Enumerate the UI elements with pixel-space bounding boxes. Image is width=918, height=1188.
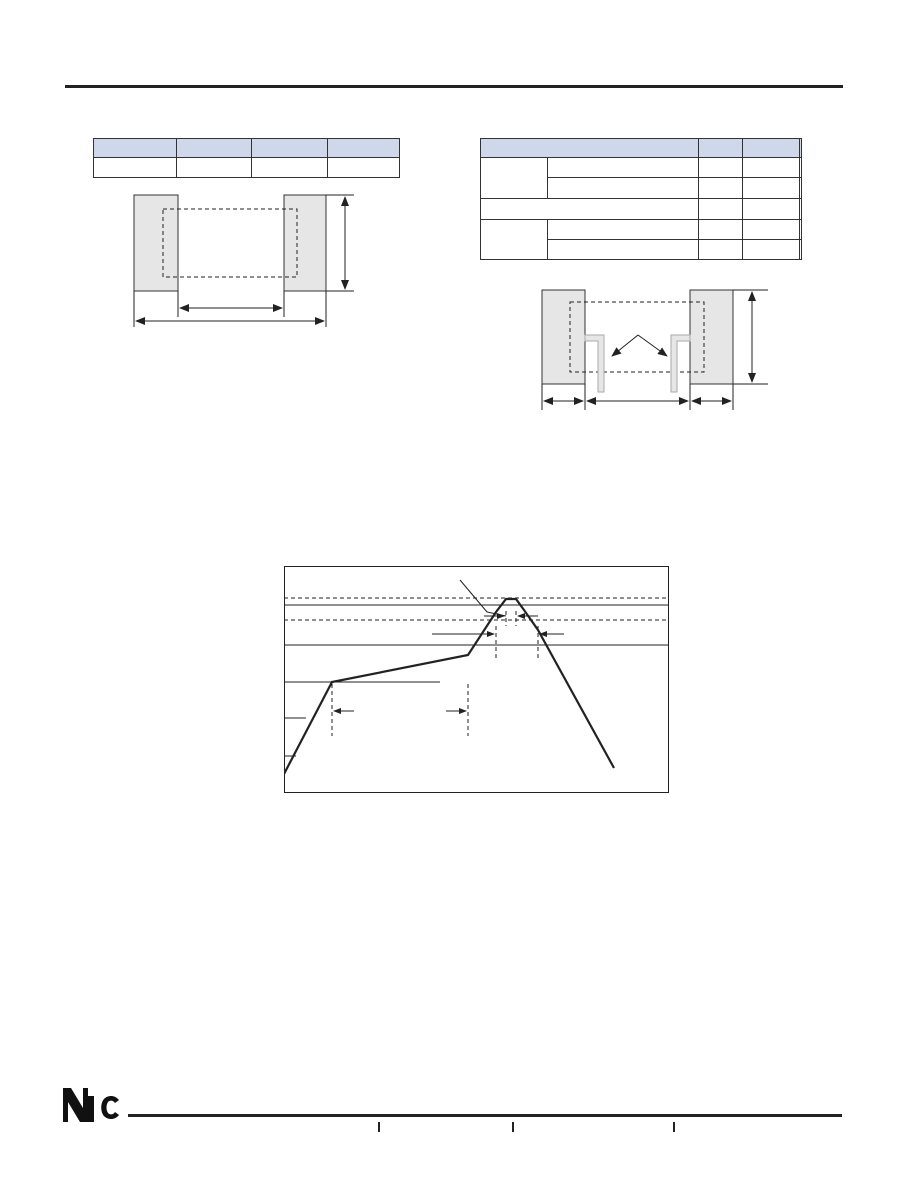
table-cell: [481, 158, 548, 199]
reflow-profile-chart: [284, 566, 670, 794]
table-cell: [548, 240, 699, 260]
footer-divider: [673, 1122, 675, 1132]
table-cell: [743, 199, 800, 220]
table-cell: [699, 220, 743, 240]
pad-layout-drawing: [530, 280, 780, 415]
header-rule: [65, 85, 843, 88]
table-cell: [800, 199, 802, 220]
table-cell: [699, 199, 743, 220]
table-header-cell: [252, 139, 328, 158]
callout-arrow-right: [638, 335, 667, 356]
table-header-cell: [328, 139, 400, 158]
table-cell: [328, 158, 400, 178]
table-cell: [481, 220, 548, 260]
dimension-table-left: [93, 138, 400, 178]
table-cell: [743, 220, 800, 240]
left-solder-fillet: [585, 335, 604, 392]
table-cell: [743, 158, 800, 178]
table-cell: [800, 178, 802, 199]
table-header-cell: [94, 139, 177, 158]
table-header-cell: [699, 139, 743, 158]
table-header-cell: [177, 139, 252, 158]
right-pad: [690, 290, 733, 384]
component-outline-drawing: [120, 185, 370, 335]
table-cell: [699, 240, 743, 260]
footer-divider: [378, 1122, 380, 1132]
left-pad: [542, 290, 585, 384]
table-cell: [800, 240, 802, 260]
table-cell: [177, 158, 252, 178]
nc-logo: [63, 1086, 121, 1122]
right-solder-fillet: [671, 335, 690, 392]
footer-divider: [512, 1122, 514, 1132]
footer-rule: [128, 1114, 842, 1117]
table-header-cell: [481, 139, 699, 158]
table-cell: [743, 178, 800, 199]
table-cell: [548, 158, 699, 178]
table-cell: [699, 158, 743, 178]
table-header-cell: [800, 139, 802, 158]
table-cell: [548, 178, 699, 199]
table-cell: [743, 240, 800, 260]
callout-arrow-left: [612, 335, 638, 356]
pad-layout-table-right: [480, 138, 802, 260]
table-cell: [699, 178, 743, 199]
table-cell: [800, 158, 802, 178]
table-cell: [800, 220, 802, 240]
body-outline: [163, 209, 297, 277]
table-cell: [94, 158, 177, 178]
table-header-cell: [743, 139, 800, 158]
table-cell: [252, 158, 328, 178]
table-cell: [481, 199, 699, 220]
table-cell: [548, 220, 699, 240]
